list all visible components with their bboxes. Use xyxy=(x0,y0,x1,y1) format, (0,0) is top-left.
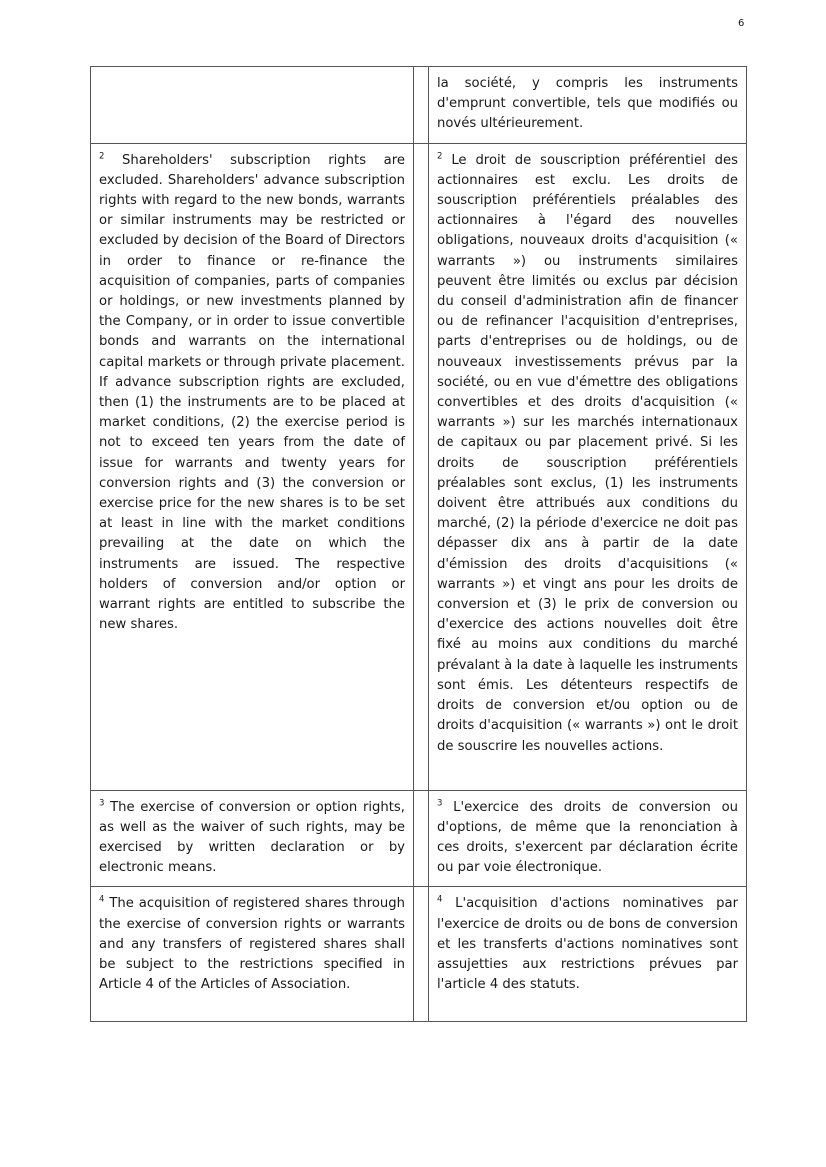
paragraph-number: 3 xyxy=(437,798,443,809)
paragraph-number: 2 xyxy=(99,151,105,162)
french-cell xyxy=(429,790,747,887)
french-text: Le droit de souscription préférentiel des actionnaires est exclu. Les droits de souscription préférentiels préalables des actionnaires à l'égard des nouvelles obligations, nouveaux droits d'acquisition (« warrants ») ou instruments similaires peuvent être limités ou exclus par décision du conseil d'administration afin de financer ou de refinancer l'acquisition d'entreprises, parts d'entreprises ou de holdings, ou de nouveaux investissements prévus par la société, ou en vue d'émettre des obligations convertibles et des droits d'acquisition (« warrants ») sur les marchés internationaux de capitaux ou par placement privé. Si les droits de souscription préférentiels préalables sont exclus, (1) les instruments doivent être attribués aux conditions du marché, (2) la période d'exercice ne doit pas dépasser dix ans à partir de la date d'émission des droits d'acquisitions (« warrants ») et vingt ans pour les droits de conversion et (3) le prix de conversion ou d'exercice des actions nouvelles doit être fixé au moins aux conditions du marché prévalant à la date à laquelle les instruments sont émis. Les détenteurs respectifs de droits de conversion et/ou option ou de droits d'acquisition (« warrants ») ont le droit de souscrire les nouvelles actions. xyxy=(437,152,738,754)
page-number: 6 xyxy=(738,18,745,29)
column-separator xyxy=(414,67,429,144)
bilingual-articles-table xyxy=(90,66,747,1022)
french-text: L'acquisition d'actions nominatives par l'exercice de droits ou de bons de conversion et les transferts d'actions nominatives sont assujetties aux restrictions prévues par l'article 4 des statuts. xyxy=(437,896,738,993)
table-row xyxy=(91,887,747,1022)
english-text: Shareholders' subscription rights are excluded. Shareholders' advance subscription rights with regard to the new bonds, warrants or similar instruments may be restricted or excluded by decision of the Board of Directors in order to finance or re-finance the acquisition of companies, parts of companies or holdings, or new investments planned by the Company, or in order to issue convertible bonds and warrants on the international capital markets or through private placement. If advance subscription rights are excluded, then (1) the instruments are to be placed at market conditions, (2) the exercise period is not to exceed ten years from the date of issue for warrants and twenty years for conversion rights and (3) the conversion or exercise price for the new shares is to be set at least in line with the market conditions prevailing at the date on which the instruments are issued. The respective holders of conversion and/or option or warrant rights are entitled to subscribe the new shares. xyxy=(99,152,405,633)
french-text: L'exercice des droits de conversion ou d'options, de même que la renonciation à ces droits, s'exercent par déclaration écrite ou par voie électronique. xyxy=(437,799,738,876)
french-text: la société, y compris les instruments d'emprunt convertible, tels que modifiés ou novés ultérieurement. xyxy=(437,76,738,132)
english-text: The acquisition of registered shares through the exercise of conversion rights or warrants and any transfers of registered shares shall be subject to the restrictions specified in Article 4 of the Articles of Association. xyxy=(99,896,405,993)
french-cell xyxy=(429,67,747,144)
english-cell xyxy=(91,887,414,1022)
column-separator xyxy=(414,887,429,1022)
paragraph-number: 4 xyxy=(437,895,443,906)
paragraph-number: 4 xyxy=(99,895,105,906)
column-separator xyxy=(414,143,429,790)
paragraph-number: 2 xyxy=(437,151,443,162)
english-text: The exercise of conversion or option rights, as well as the waiver of such rights, may be exercised by written declaration or by electronic means. xyxy=(99,799,405,876)
english-cell xyxy=(91,790,414,887)
table-row xyxy=(91,790,747,887)
table-row xyxy=(91,67,747,144)
table-row xyxy=(91,143,747,790)
column-separator xyxy=(414,790,429,887)
french-cell xyxy=(429,887,747,1022)
french-cell xyxy=(429,143,747,790)
english-cell xyxy=(91,67,414,144)
english-cell xyxy=(91,143,414,790)
paragraph-number: 3 xyxy=(99,798,105,809)
